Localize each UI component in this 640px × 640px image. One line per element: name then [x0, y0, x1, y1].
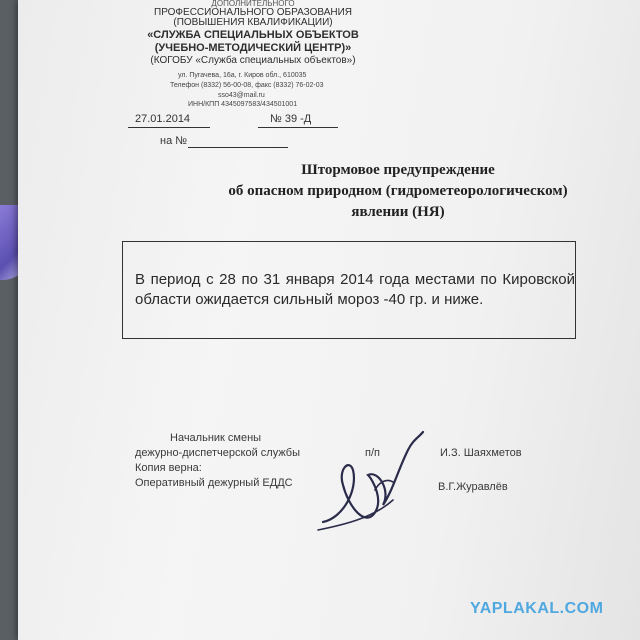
- date-underline: [128, 127, 210, 128]
- header-line: ДОПОЛНИТЕЛЬНОГО: [211, 0, 295, 8]
- header-line: «СЛУЖБА СПЕЦИАЛЬНЫХ ОБЪЕКТОВ: [147, 29, 359, 41]
- title-line: об опасном природном (гидрометеорологическом): [228, 183, 568, 199]
- pp-mark: п/п: [365, 447, 380, 459]
- header-line: (УЧЕБНО-МЕТОДИЧЕСКИЙ ЦЕНТР)»: [154, 42, 352, 54]
- copy-label: Копия верна:: [135, 462, 202, 474]
- number-underline: [258, 127, 338, 128]
- handwritten-signature: [313, 430, 433, 540]
- doc-date: 27.01.2014: [135, 113, 191, 125]
- position-line2: дежурно-диспетчерской службы: [135, 447, 301, 459]
- email: sso43@mail.ru: [218, 92, 265, 99]
- header-line: (ПОВЫШЕНИЯ КВАЛИФИКАЦИИ): [173, 17, 333, 28]
- position2: Оперативный дежурный ЕДДС: [135, 477, 293, 489]
- header-line: ПРОФЕССИОНАЛЬНОГО ОБРАЗОВАНИЯ: [154, 7, 352, 18]
- inn: ИНН/КПП 4345097583/434501001: [188, 101, 298, 108]
- title-line: Штормовое предупреждение: [301, 162, 495, 178]
- warning-text: В период с 28 по 31 января 2014 года местами по Кировской области ожидается сильный мороз -40 гр. и ниже.: [135, 271, 575, 308]
- ref-underline: [188, 147, 288, 148]
- signer-name1: И.З. Шаяхметов: [440, 447, 522, 459]
- document-page: [18, 0, 640, 640]
- doc-number: № 39 -Д: [270, 113, 312, 125]
- doc-title: [188, 160, 608, 223]
- org-header: [118, 0, 388, 66]
- title-line: явлении (НЯ): [351, 204, 445, 220]
- ref-label: на №: [160, 135, 188, 147]
- header-line: (КОГОБУ «Служба специальных объектов»): [150, 55, 356, 66]
- address: ул. Пугачева, 16а, г. Киров обл., 610035: [178, 72, 307, 79]
- phone: Телефон (8332) 56-00-08, факс (8332) 76-02-03: [170, 82, 324, 89]
- position-line1: Начальник смены: [170, 432, 262, 444]
- watermark: YAPLAKAL.COM: [470, 600, 604, 617]
- signer-name2: В.Г.Журавлёв: [438, 481, 508, 493]
